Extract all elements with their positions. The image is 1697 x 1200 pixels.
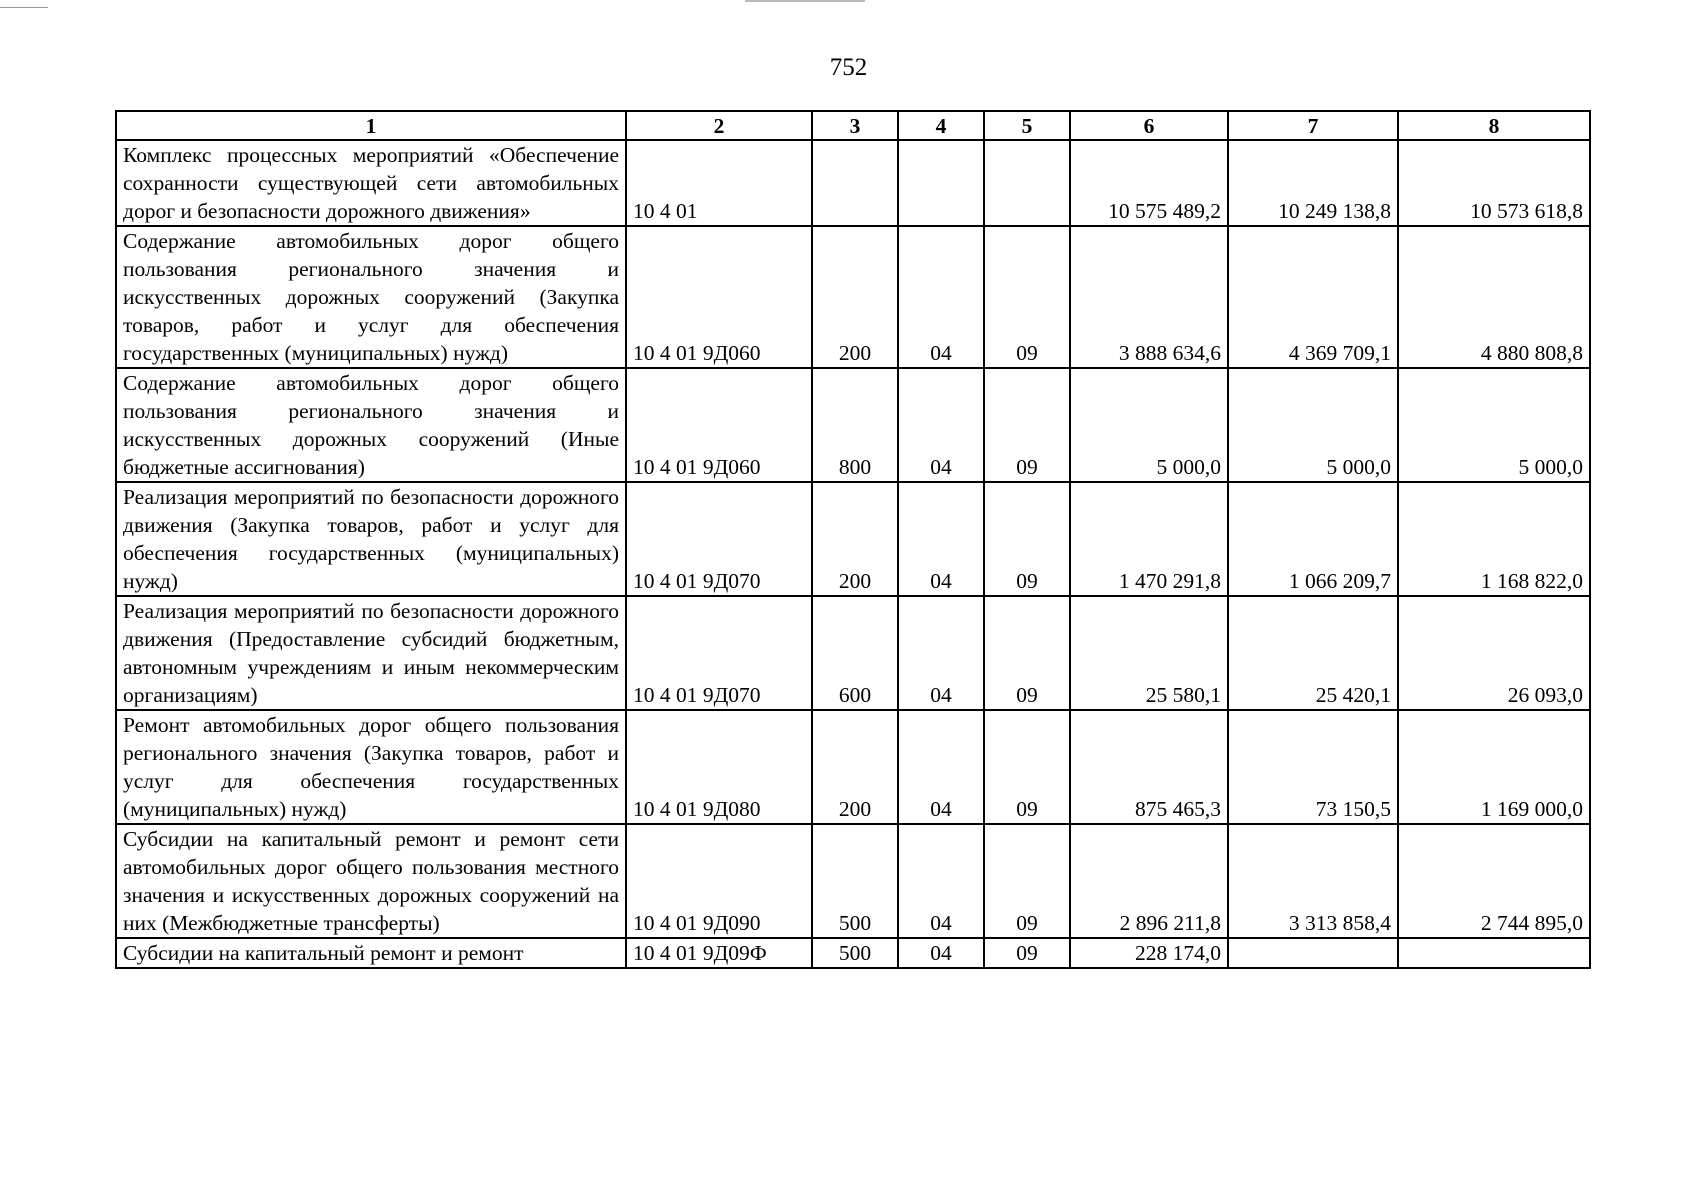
table-row bbox=[116, 824, 1590, 938]
section-code: 04 bbox=[898, 938, 984, 968]
row-name: Реализация мероприятий по безопасности дорожного движения (Закупка товаров, работ и услуг для обеспечения государственных (муниципальных) нужд) bbox=[116, 482, 626, 596]
target-article-code: 10 4 01 9Д070 bbox=[626, 596, 812, 710]
section-code: 04 bbox=[898, 482, 984, 596]
target-article-code: 10 4 01 9Д080 bbox=[626, 710, 812, 824]
table-row bbox=[116, 140, 1590, 226]
amount-col-6: 2 896 211,8 bbox=[1070, 824, 1228, 938]
scan-artifact-top bbox=[745, 0, 865, 2]
target-article-code: 10 4 01 bbox=[626, 140, 812, 226]
column-header-6: 6 bbox=[1070, 111, 1228, 140]
row-name: Субсидии на капитальный ремонт и ремонт bbox=[116, 938, 626, 968]
amount-col-7: 73 150,5 bbox=[1228, 710, 1398, 824]
budget-table bbox=[115, 110, 1591, 969]
amount-col-6: 3 888 634,6 bbox=[1070, 226, 1228, 368]
amount-col-6: 228 174,0 bbox=[1070, 938, 1228, 968]
amount-col-7: 25 420,1 bbox=[1228, 596, 1398, 710]
table-row bbox=[116, 368, 1590, 482]
table-row bbox=[116, 226, 1590, 368]
amount-col-7: 3 313 858,4 bbox=[1228, 824, 1398, 938]
subsection-code bbox=[984, 140, 1070, 226]
amount-col-8: 10 573 618,8 bbox=[1398, 140, 1590, 226]
amount-col-8: 1 169 000,0 bbox=[1398, 710, 1590, 824]
expense-type-code: 200 bbox=[812, 482, 898, 596]
target-article-code: 10 4 01 9Д060 bbox=[626, 368, 812, 482]
target-article-code: 10 4 01 9Д09Ф bbox=[626, 938, 812, 968]
amount-col-8 bbox=[1398, 938, 1590, 968]
expense-type-code: 600 bbox=[812, 596, 898, 710]
expense-type-code: 200 bbox=[812, 710, 898, 824]
row-name: Реализация мероприятий по безопасности дорожного движения (Предоставление субсидий бюджетным, автономным учреждениям и иным некоммерческим организациям) bbox=[116, 596, 626, 710]
section-code: 04 bbox=[898, 710, 984, 824]
table-header-row bbox=[116, 111, 1590, 140]
section-code: 04 bbox=[898, 226, 984, 368]
row-name: Комплекс процессных мероприятий «Обеспечение сохранности существующей сети автомобильных дорог и безопасности дорожного движения» bbox=[116, 140, 626, 226]
subsection-code: 09 bbox=[984, 596, 1070, 710]
expense-type-code: 200 bbox=[812, 226, 898, 368]
column-header-7: 7 bbox=[1228, 111, 1398, 140]
expense-type-code: 500 bbox=[812, 938, 898, 968]
column-header-4: 4 bbox=[898, 111, 984, 140]
target-article-code: 10 4 01 9Д060 bbox=[626, 226, 812, 368]
expense-type-code bbox=[812, 140, 898, 226]
amount-col-7 bbox=[1228, 938, 1398, 968]
amount-col-8: 1 168 822,0 bbox=[1398, 482, 1590, 596]
row-name: Содержание автомобильных дорог общего пользования регионального значения и искусственных дорожных сооружений (Закупка товаров, работ и услуг для обеспечения государственных (муниципальных) нужд) bbox=[116, 226, 626, 368]
target-article-code: 10 4 01 9Д090 bbox=[626, 824, 812, 938]
row-name: Субсидии на капитальный ремонт и ремонт сети автомобильных дорог общего пользования местного значения и искусственных дорожных сооружений на них (Межбюджетные трансферты) bbox=[116, 824, 626, 938]
amount-col-6: 875 465,3 bbox=[1070, 710, 1228, 824]
table-row bbox=[116, 710, 1590, 824]
column-header-3: 3 bbox=[812, 111, 898, 140]
amount-col-7: 1 066 209,7 bbox=[1228, 482, 1398, 596]
amount-col-6: 25 580,1 bbox=[1070, 596, 1228, 710]
table-row bbox=[116, 482, 1590, 596]
table-row bbox=[116, 596, 1590, 710]
table-row bbox=[116, 938, 1590, 968]
expense-type-code: 800 bbox=[812, 368, 898, 482]
amount-col-6: 10 575 489,2 bbox=[1070, 140, 1228, 226]
column-header-1: 1 bbox=[116, 111, 626, 140]
amount-col-7: 5 000,0 bbox=[1228, 368, 1398, 482]
amount-col-6: 1 470 291,8 bbox=[1070, 482, 1228, 596]
scan-edge-line bbox=[0, 7, 48, 8]
row-name: Ремонт автомобильных дорог общего пользования регионального значения (Закупка товаров, работ и услуг для обеспечения государственных (муниципальных) нужд) bbox=[116, 710, 626, 824]
subsection-code: 09 bbox=[984, 226, 1070, 368]
amount-col-7: 10 249 138,8 bbox=[1228, 140, 1398, 226]
column-header-8: 8 bbox=[1398, 111, 1590, 140]
subsection-code: 09 bbox=[984, 710, 1070, 824]
row-name: Содержание автомобильных дорог общего пользования регионального значения и искусственных дорожных сооружений (Иные бюджетные ассигнования) bbox=[116, 368, 626, 482]
amount-col-8: 4 880 808,8 bbox=[1398, 226, 1590, 368]
subsection-code: 09 bbox=[984, 482, 1070, 596]
amount-col-8: 2 744 895,0 bbox=[1398, 824, 1590, 938]
column-header-5: 5 bbox=[984, 111, 1070, 140]
amount-col-8: 5 000,0 bbox=[1398, 368, 1590, 482]
section-code bbox=[898, 140, 984, 226]
subsection-code: 09 bbox=[984, 824, 1070, 938]
column-header-2: 2 bbox=[626, 111, 812, 140]
page-number: 752 bbox=[829, 54, 868, 81]
expense-type-code: 500 bbox=[812, 824, 898, 938]
subsection-code: 09 bbox=[984, 938, 1070, 968]
subsection-code: 09 bbox=[984, 368, 1070, 482]
section-code: 04 bbox=[898, 596, 984, 710]
amount-col-8: 26 093,0 bbox=[1398, 596, 1590, 710]
amount-col-6: 5 000,0 bbox=[1070, 368, 1228, 482]
target-article-code: 10 4 01 9Д070 bbox=[626, 482, 812, 596]
section-code: 04 bbox=[898, 368, 984, 482]
amount-col-7: 4 369 709,1 bbox=[1228, 226, 1398, 368]
section-code: 04 bbox=[898, 824, 984, 938]
